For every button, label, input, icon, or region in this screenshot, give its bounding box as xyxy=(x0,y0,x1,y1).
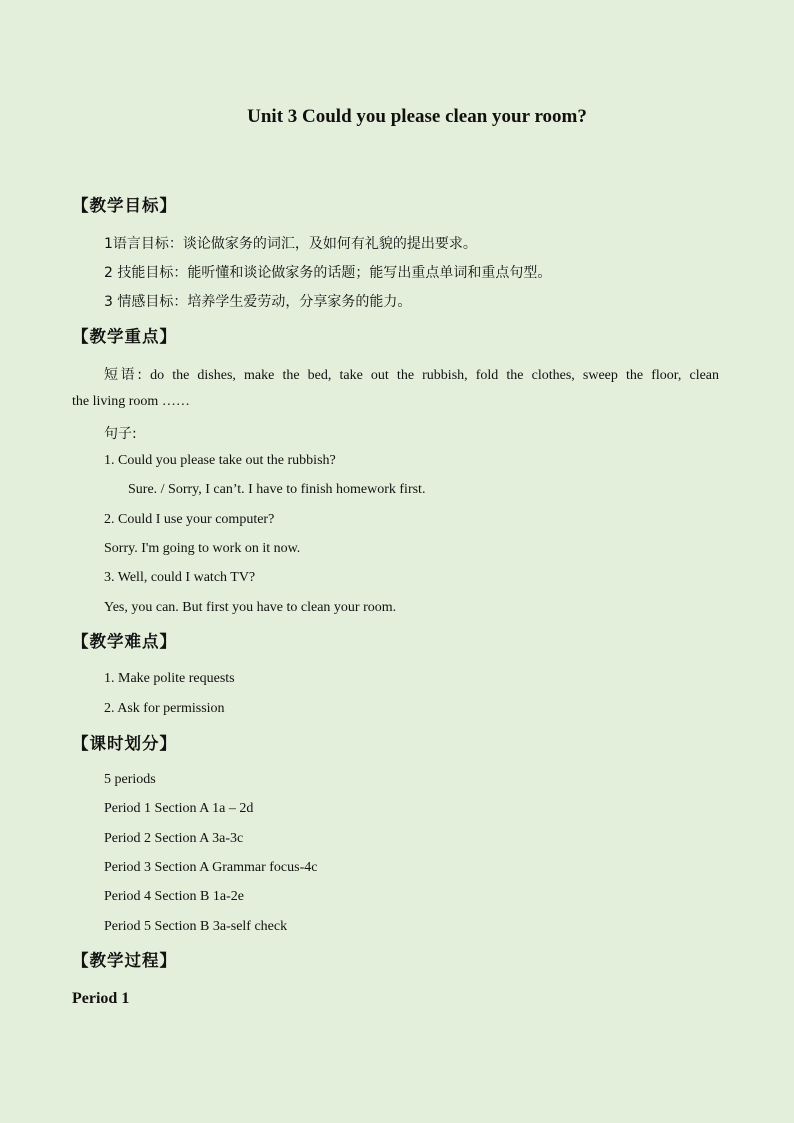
objective-language: 1语言目标：谈论做家务的词汇，及如何有礼貌的提出要求。 xyxy=(104,236,477,252)
sentence-2: 2. Could I use your computer? xyxy=(104,512,275,527)
schedule-period-2: Period 2 Section A 3a-3c xyxy=(104,831,244,846)
schedule-heading: 【课时划分】 xyxy=(72,734,177,753)
objective-emotion: 3 情感目标：培养学生爱劳动，分享家务的能力。 xyxy=(104,294,412,310)
page-title: Unit 3 Could you please clean your room? xyxy=(247,106,587,127)
schedule-period-4: Period 4 Section B 1a-2e xyxy=(104,889,244,904)
objectives-heading: 【教学目标】 xyxy=(72,196,177,215)
sentences-label: 句子: xyxy=(104,426,137,442)
sentence-3: 3. Well, could I watch TV? xyxy=(104,570,256,585)
process-heading: 【教学过程】 xyxy=(72,951,177,970)
sentence-3-answer: Yes, you can. But first you have to clean your room. xyxy=(104,600,397,615)
schedule-period-3: Period 3 Section A Grammar focus-4c xyxy=(104,860,318,875)
difficulty-1: 1. Make polite requests xyxy=(104,671,235,686)
schedule-period-1: Period 1 Section A 1a – 2d xyxy=(104,801,254,816)
sentence-1-answer: Sure. / Sorry, I can’t. I have to finish homework first. xyxy=(128,482,426,497)
difficulties-heading: 【教学难点】 xyxy=(72,632,177,651)
sentence-2-answer: Sorry. I'm going to work on it now. xyxy=(104,541,301,556)
phrases-line-1 xyxy=(104,364,719,384)
phrases-text: do the dishes, make the bed, take out the rubbish, fold the clothes, sweep the floor, clean xyxy=(150,368,720,383)
phrases-label: 短语: xyxy=(104,367,142,383)
key-points-heading: 【教学重点】 xyxy=(72,327,177,346)
objective-skill: 2 技能目标：能听懂和谈论做家务的话题；能写出重点单词和重点句型。 xyxy=(104,265,552,281)
difficulty-2: 2. Ask for permission xyxy=(104,701,225,716)
period-1-heading: Period 1 xyxy=(72,990,130,1007)
phrases-line-2: the living room …… xyxy=(72,394,190,409)
schedule-total: 5 periods xyxy=(104,772,156,787)
schedule-period-5: Period 5 Section B 3a-self check xyxy=(104,919,288,934)
sentence-1: 1. Could you please take out the rubbish? xyxy=(104,453,336,468)
